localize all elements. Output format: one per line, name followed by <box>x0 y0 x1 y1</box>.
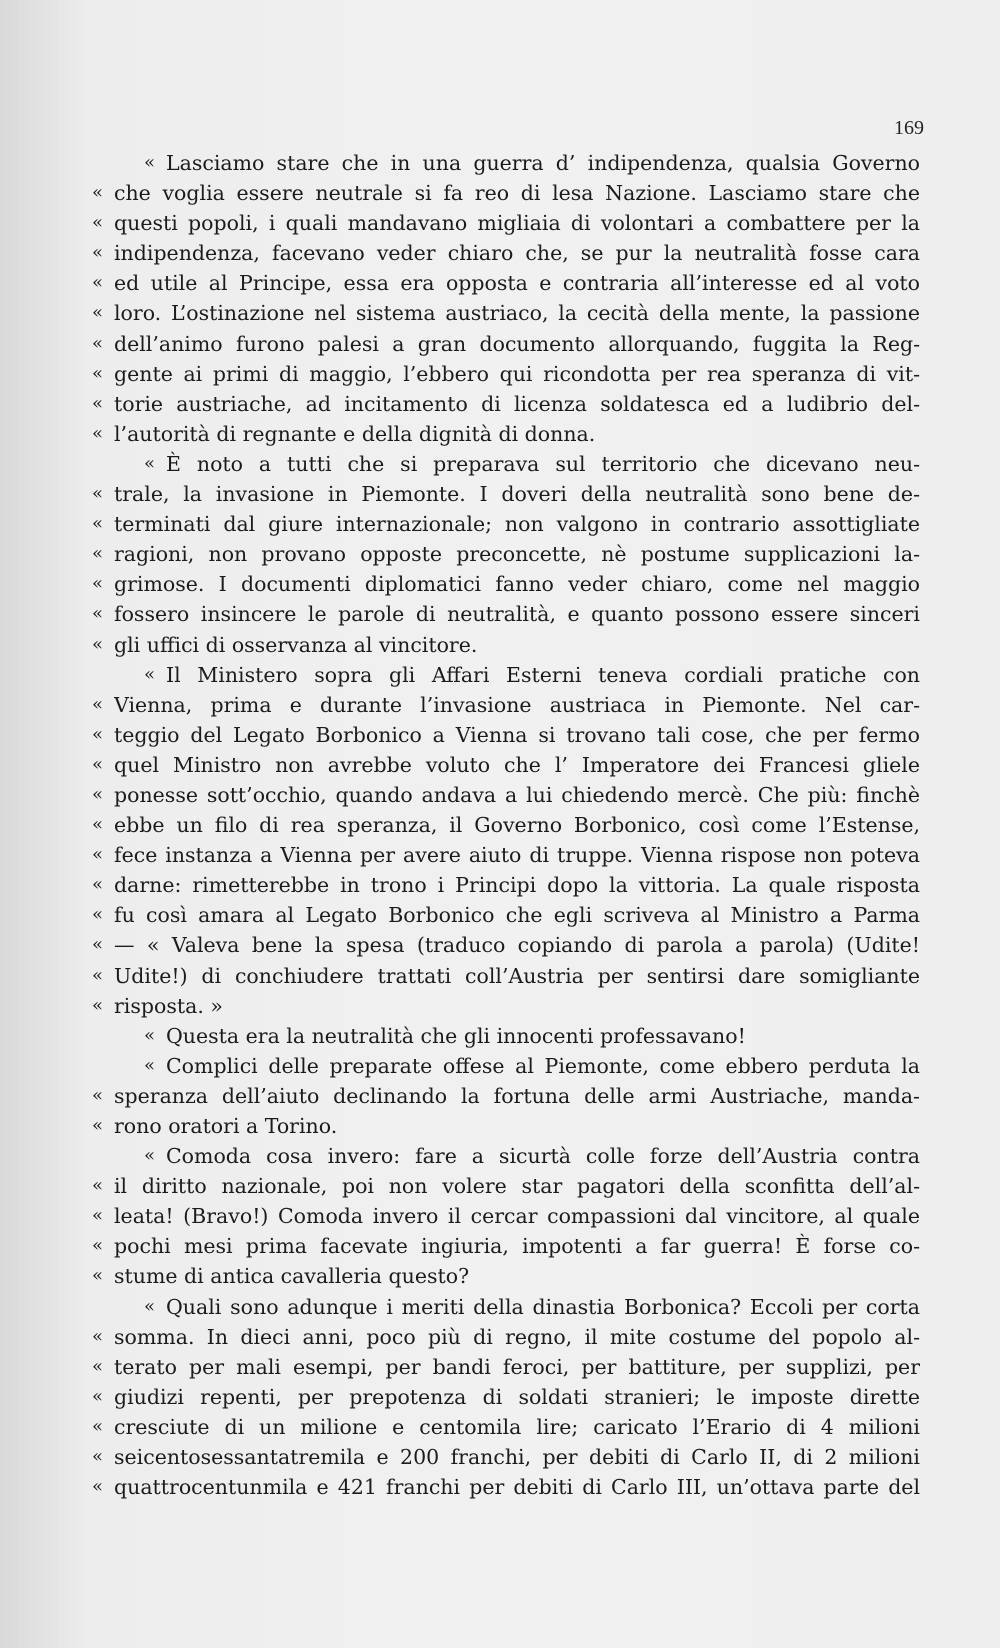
line-text: indipendenza, facevano veder chiaro che, se pur la neutralità fosse cara <box>114 241 920 266</box>
quote-mark: « <box>92 272 104 294</box>
line-text: fece instanza a Vienna per avere aiuto di truppe. Vienna rispose non poteva <box>114 843 920 868</box>
line-text: teggio del Legato Borbonico a Vienna si trovano tali cose, che per fermo <box>114 722 920 747</box>
line-text: questi popoli, i quali mandavano migliaia di volontari a combattere per la <box>114 211 920 236</box>
text-line <box>92 690 920 720</box>
line-text: rono oratori a Torino. <box>114 1114 338 1138</box>
line-text: terato per mali esempi, per bandi feroci, per battiture, per supplizi, per <box>114 1354 920 1379</box>
text-line <box>92 1412 920 1442</box>
line-text: quattrocentunmila e 421 franchi per debiti di Carlo III, un’ottava parte del <box>114 1475 920 1500</box>
quote-mark: « <box>92 603 104 625</box>
line-text: Complici delle preparate offese al Piemonte, come ebbero perduta la <box>166 1053 920 1078</box>
line-text: Lasciamo stare che in una guerra d’ indipendenza, qualsia Governo <box>166 151 920 175</box>
line-text: che voglia essere neutrale si fa reo di lesa Nazione. Lasciamo stare che <box>114 181 920 206</box>
line-text: l’autorità di regnante e della dignità di donna. <box>114 421 596 446</box>
text-line <box>92 359 920 389</box>
text-line <box>92 178 920 208</box>
line-text: cresciute di un milione e centomila lire; caricato l’Erario di 4 milioni <box>114 1414 920 1439</box>
quote-mark: « <box>144 1295 156 1317</box>
text-line <box>92 1322 920 1352</box>
text-line <box>92 419 920 449</box>
line-text: trale, la invasione in Piemonte. I doveri della neutralità sono bene de- <box>114 482 920 507</box>
quote-mark: « <box>144 452 156 474</box>
quote-mark: « <box>144 152 156 173</box>
line-text: ed utile al Principe, essa era opposta e contraria all’interesse ed al voto <box>114 271 920 296</box>
line-text: gente ai primi di maggio, l’ebbero qui ricondotta per rea speranza di vit- <box>114 361 920 386</box>
text-line <box>92 1141 920 1171</box>
quote-mark: « <box>92 1175 104 1197</box>
text-line <box>92 599 920 629</box>
text-line <box>92 1171 920 1201</box>
line-text: gli uffici di osservanza al vincitore. <box>114 632 478 657</box>
quote-mark: « <box>92 1235 104 1257</box>
line-text: fossero insincere le parole di neutralità, e quanto possono essere sinceri <box>114 602 920 627</box>
text-line <box>92 569 920 599</box>
line-text: giudizi repenti, per prepotenza di soldati stranieri; le imposte dirette <box>114 1384 920 1409</box>
line-text: fu così amara al Legato Borbonico che egli scriveva al Ministro a Parma <box>114 903 920 928</box>
text-line <box>92 1261 920 1291</box>
quote-mark: « <box>92 422 104 444</box>
text-line <box>92 509 920 539</box>
line-text: terminati dal giure internazionale; non valgono in contrario assottigliate <box>114 512 920 537</box>
text-line <box>92 1081 920 1111</box>
quote-mark: « <box>92 693 104 715</box>
text-line <box>92 1352 920 1382</box>
line-text: Udite!) di conchiudere trattati coll’Austria per sentirsi dare somigliante <box>114 963 920 988</box>
quote-mark: « <box>92 302 104 324</box>
quote-mark: « <box>92 212 104 234</box>
quote-mark: « <box>92 1325 104 1347</box>
quote-mark: « <box>144 1024 156 1046</box>
line-text: somma. In dieci anni, poco più di regno, il mite costume del popolo al- <box>114 1324 920 1349</box>
quote-mark: « <box>92 182 104 204</box>
text-line <box>92 1051 920 1081</box>
quote-mark: « <box>92 753 104 775</box>
quote-mark: « <box>92 934 104 956</box>
text-line <box>92 900 920 930</box>
quote-mark: « <box>92 1265 104 1287</box>
text-line <box>92 630 920 660</box>
text-line <box>92 208 920 238</box>
text-line <box>92 930 920 960</box>
text-line <box>92 1111 920 1141</box>
line-text: risposta. » <box>114 993 223 1018</box>
quote-mark: « <box>92 332 104 354</box>
quote-mark: « <box>92 362 104 384</box>
quote-mark: « <box>92 1415 104 1437</box>
line-text: Vienna, prima e durante l’invasione austriaca in Piemonte. Nel car- <box>114 692 920 717</box>
quote-mark: « <box>92 392 104 414</box>
text-line <box>92 750 920 780</box>
line-text: leata! (Bravo!) Comoda invero il cercar compassioni dal vincitore, al quale <box>114 1204 920 1229</box>
quote-mark: « <box>92 904 104 926</box>
text-line <box>92 298 920 328</box>
quote-mark: « <box>92 814 104 836</box>
line-text: Quali sono adunque i meriti della dinastia Borbonica? Eccoli per corta <box>166 1294 920 1319</box>
line-text: È noto a tutti che si preparava sul territorio che dicevano neu- <box>166 451 920 476</box>
line-text: — « Valeva bene la spesa (traduco copiando di parola a parola) (Udite! <box>114 933 920 958</box>
line-text: Il Ministero sopra gli Affari Esterni teneva cordiali pratiche con <box>166 662 920 687</box>
text-line <box>92 329 920 359</box>
line-text: loro. L’ostinazione nel sistema austriaco, la cecità della mente, la passione <box>114 301 920 326</box>
text-line <box>92 1382 920 1412</box>
line-text: ragioni, non provano opposte preconcette, nè postume supplicazioni la- <box>114 542 920 567</box>
text-line <box>92 1231 920 1261</box>
text-line <box>92 1472 920 1502</box>
text-line <box>92 268 920 298</box>
quote-mark: « <box>92 1084 104 1106</box>
quote-mark: « <box>144 663 156 685</box>
line-text: Comoda cosa invero: fare a sicurtà colle forze dell’Austria contra <box>166 1144 920 1169</box>
quote-mark: « <box>92 242 104 264</box>
line-text: seicentosessantatremila e 200 franchi, per debiti di Carlo II, di 2 milioni <box>114 1445 920 1470</box>
text-line <box>92 810 920 840</box>
text-line <box>92 148 920 178</box>
text-line <box>92 991 920 1021</box>
text-line <box>92 1201 920 1231</box>
line-text: darne: rimetterebbe in trono i Principi dopo la vittoria. La quale risposta <box>114 873 920 898</box>
quote-mark: « <box>144 1054 156 1076</box>
quote-mark: « <box>92 1476 104 1498</box>
quote-mark: « <box>92 874 104 896</box>
line-text: speranza dell’aiuto declinando la fortuna delle armi Austriache, manda- <box>114 1083 920 1108</box>
quote-mark: « <box>92 633 104 655</box>
text-line <box>92 479 920 509</box>
text-line <box>92 840 920 870</box>
quote-mark: « <box>92 844 104 866</box>
text-line <box>92 961 920 991</box>
quote-mark: « <box>92 1446 104 1468</box>
quote-mark: « <box>92 994 104 1016</box>
line-text: pochi mesi prima facevate ingiuria, impotenti a far guerra! È forse co- <box>114 1234 920 1259</box>
page-number: 169 <box>894 117 924 139</box>
text-line <box>92 1021 920 1051</box>
quote-mark: « <box>92 543 104 565</box>
quote-mark: « <box>92 1115 104 1136</box>
quote-mark: « <box>92 723 104 745</box>
quote-mark: « <box>92 964 104 986</box>
line-text: quel Ministro non avrebbe voluto che l’ Imperatore dei Francesi gliele <box>114 752 920 777</box>
line-text: torie austriache, ad incitamento di licenza soldatesca ed a ludibrio del- <box>114 391 920 416</box>
line-text: il diritto nazionale, poi non volere star pagatori della sconfitta dell’al- <box>114 1174 920 1199</box>
line-text: ponesse sott’occhio, quando andava a lui chiedendo mercè. Che più: finchè <box>114 782 920 807</box>
quote-mark: « <box>92 1355 104 1377</box>
line-text: stume di antica cavalleria questo? <box>114 1264 470 1289</box>
text-line <box>92 660 920 690</box>
text-line <box>92 539 920 569</box>
quote-mark: « <box>144 1145 156 1167</box>
text-line <box>92 1292 920 1322</box>
line-text: grimose. I documenti diplomatici fanno veder chiaro, come nel maggio <box>114 572 920 597</box>
quote-mark: « <box>92 783 104 805</box>
text-line <box>92 780 920 810</box>
line-text: dell’animo furono palesi a gran documento allorquando, fuggita la Reg- <box>114 331 920 356</box>
quote-mark: « <box>92 1205 104 1227</box>
line-text: Questa era la neutralità che gli innocenti professavano! <box>166 1023 746 1048</box>
text-line <box>92 238 920 268</box>
quote-mark: « <box>92 1385 104 1407</box>
text-line <box>92 870 920 900</box>
line-text: ebbe un filo di rea speranza, il Governo Borbonico, così come l’Estense, <box>114 813 920 838</box>
text-line <box>92 720 920 750</box>
page-body <box>92 148 920 1502</box>
quote-mark: « <box>92 513 104 535</box>
text-line <box>92 1442 920 1472</box>
text-line <box>92 389 920 419</box>
text-line <box>92 449 920 479</box>
quote-mark: « <box>92 573 104 595</box>
quote-mark: « <box>92 483 104 505</box>
